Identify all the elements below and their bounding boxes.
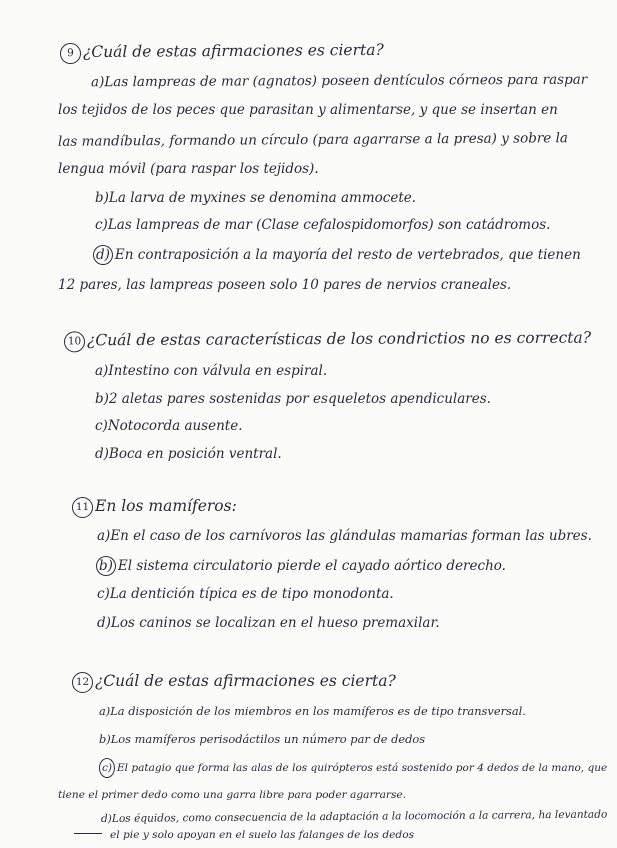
q10-option-a: a)Intestino con válvula en espiral. — [95, 363, 328, 379]
question-10-title: 10 ¿Cuál de estas características de los condrictios no es correcta? — [64, 329, 591, 353]
q11-option-d: d)Los caninos se localizan en el hueso premaxilar. — [97, 615, 440, 631]
selected-answer-mark: c) — [99, 758, 115, 778]
q12-option-a: a)La disposición de los miembros en los mamíferos es de tipo transversal. — [99, 704, 526, 718]
q10-option-b: b)2 aletas pares sostenidas por esqueletos apendiculares. — [95, 391, 491, 407]
question-11-title: 11 En los mamíferos: — [72, 497, 237, 518]
q10-option-d: d)Boca en posición ventral. — [95, 446, 282, 462]
question-12-title: 12 ¿Cuál de estas afirmaciones es cierta? — [72, 672, 396, 693]
question-number-badge: 12 — [72, 672, 93, 693]
q9-option-a-line-1: a)Las lampreas de mar (agnatos) poseen dentículos córneos para raspar — [90, 71, 588, 91]
q9-option-d-line-2: 12 pares, las lampreas poseen solo 10 pares de nervios craneales. — [58, 277, 512, 293]
q9-option-b: b)La larva de myxines se denomina ammocete. — [95, 190, 417, 206]
q12-option-c-line-1: c) El patagio que forma las alas de los quirópteros está sostenido por 4 dedos de la mano, que — [99, 758, 607, 778]
q9-option-a-line-3: las mandíbulas, formando un círculo (para agarrarse a la presa) y sobre la — [57, 130, 568, 150]
q9-option-a-line-2: los tejidos de los peces que parasitan y alimentarse, y que se insertan en — [58, 102, 558, 118]
q11-option-c: c)La dentición típica es de tipo monodonta. — [97, 586, 394, 602]
question-number-badge: 9 — [60, 43, 81, 64]
q9-option-a-line-4: lengua móvil (para raspar los tejidos). — [58, 161, 319, 177]
q9-option-c: c)Las lampreas de mar (Clase cefalospidomorfos) son catádromos. — [95, 217, 551, 233]
selected-answer-mark: b) — [96, 556, 116, 576]
q11-option-a: a)En el caso de los carnívoros las glándulas mamarias forman las ubres. — [97, 528, 592, 544]
question-9-title: 9 ¿Cuál de estas afirmaciones es cierta? — [60, 41, 384, 64]
q12-option-d-line-1: d)Los équidos, como consecuencia de la adaptación a la locomoción a la carrera, ha levantado — [100, 808, 608, 825]
question-number-badge: 10 — [64, 331, 85, 352]
continuation-dash — [74, 833, 102, 834]
q10-option-c: c)Notocorda ausente. — [95, 418, 243, 434]
q12-option-d-line-2: el pie y solo apoyan en el suelo las falanges de los dedos — [74, 826, 414, 844]
q12-option-b: b)Los mamíferos perisodáctilos un número par de dedos — [99, 732, 426, 746]
q12-option-c-line-2: tiene el primer dedo como una garra libre para poder agarrarse. — [58, 789, 407, 801]
q9-option-d-line-1: d) En contraposición a la mayoría del resto de vertebrados, que tienen — [93, 245, 581, 265]
question-number-badge: 11 — [72, 497, 93, 518]
q11-option-b: b) El sistema circulatorio pierde el cayado aórtico derecho. — [96, 556, 506, 576]
selected-answer-mark: d) — [93, 245, 113, 265]
